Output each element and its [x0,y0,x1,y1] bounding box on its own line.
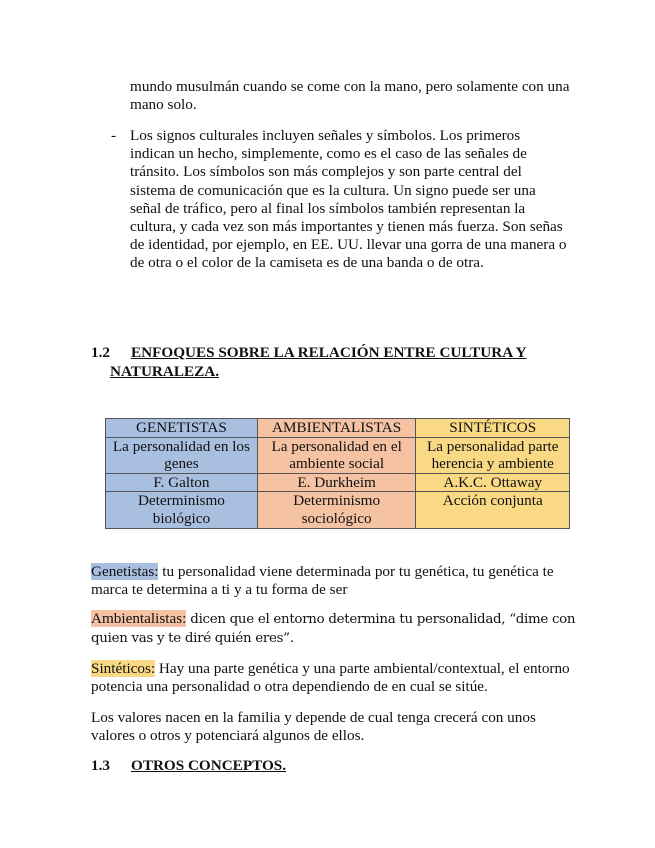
table-row [106,473,570,492]
bullet-paragraph: Los signos culturales incluyen señales y símbolos. Los primeros indican un hecho, simplemente, como es el caso de las señales de tránsito. Los símbolos son más complejos y son parte central del sistema de comunicación que es la cultura. Un signo puede ser una señal de tráfico, pero al final los símbolos también representan la cultura, y cada vez son más importantes y tienen más fuerza. Son señas de identidad, por ejemplo, en EE. UU. llevar una gorra de una manera o de otra o el color de la camiseta es de una banda o de otra. [130,127,567,272]
table-cell: La personalidad parte herencia y ambiente [416,437,570,473]
bullet-dash: - [111,127,117,144]
table-row [106,492,570,528]
table-cell: F. Galton [106,473,258,492]
genetistas-label: Genetistas: [91,563,159,580]
table-cell: La personalidad en el ambiente social [257,437,416,473]
section-number-1-3: 1.3 [91,757,110,774]
table-cell: A.K.C. Ottaway [416,473,570,492]
header-genetistas: GENETISTAS [106,419,258,438]
continuation-paragraph: mundo musulmán cuando se come con la mano, pero solamente con una mano solo. [130,78,570,114]
table-cell: Acción conjunta [416,492,570,528]
table-cell: La personalidad en los genes [106,437,258,473]
header-sinteticos: SINTÉTICOS [416,419,570,438]
genetistas-text: tu personalidad viene determinada por tu genética, tu genética te marca te determina a ti y a tu forma de ser [91,563,554,599]
sinteticos-paragraph [91,660,581,696]
ambientalistas-text: dicen que el entorno determina tu personalidad, “dime con quien vas y te diré quién eres”. [91,612,576,647]
section-title-1-2-line2: NATURALEZA. [110,363,219,380]
table-row [106,437,570,473]
header-ambientalistas: AMBIENTALISTAS [257,419,416,438]
table-cell: Determinismo biológico [106,492,258,528]
section-title-1-2-line1: ENFOQUES SOBRE LA RELACIÓN ENTRE CULTURA Y [131,344,527,361]
table-cell: E. Durkheim [257,473,416,492]
ambientalistas-label: Ambientalistas: [91,610,187,627]
sinteticos-label: Sintéticos: [91,660,156,677]
sinteticos-text: Hay una parte genética y una parte ambiental/contextual, el entorno potencia una personalidad o otra dependiendo de en cual se sitúe. [91,660,570,696]
genetistas-paragraph [91,563,571,599]
valores-paragraph: Los valores nacen en la familia y depende de cual tenga crecerá con unos valores o otros y potenciará algunos de ellos. [91,709,536,745]
section-title-1-3: OTROS CONCEPTOS. [131,757,287,774]
section-number-1-2: 1.2 [91,344,110,361]
comparison-table [105,418,570,529]
table-header-row [106,419,570,438]
table-cell: Determinismo sociológico [257,492,416,528]
ambientalistas-paragraph [91,610,581,648]
